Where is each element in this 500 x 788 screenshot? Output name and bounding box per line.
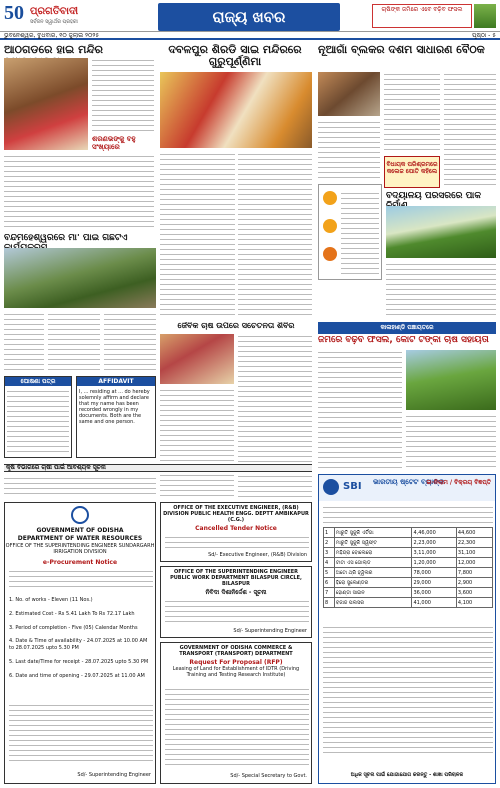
govt-row: 4. Date & Time of availability - 24.07.2025 at 10.00 AM to 28.07.2025 upto 5.30 PM: [9, 638, 148, 651]
classified-title: ଘୋଷଣା ପତ୍ର: [5, 377, 71, 386]
sun-icon: [323, 191, 337, 205]
sbi-auction-notice: [318, 474, 496, 784]
bottom-strip-text: କୃଷି ବିଭାଗରେ ଚାଷୀ ପାଇଁ ଆବଶ୍ୟକ ସୂଚନା: [6, 464, 106, 471]
headline-athagarh: ଆଠଗଡରେ ହାଇ ମନ୍ଦିର: [4, 44, 104, 56]
pwd-notice-title: ନିବିଦା ଦିଶାନିର୍ଦ୍ଦେଶ - ସୂଚନା: [205, 589, 267, 596]
headline-organic-farming: ଜୈବିକ ଚାଷ ଉପରେ ସଚେତନତା ଶିବିର: [177, 322, 295, 330]
auction-cell: ମାରୁତି ସୁଜୁକି ଏର୍ଟିଗା: [334, 528, 412, 538]
info-graphic-panel: [318, 184, 382, 280]
photo-meeting: [318, 72, 380, 116]
auction-cell: 22,300: [456, 538, 492, 548]
photo-awareness-camp: [160, 334, 234, 384]
headline-sai-temple: ଦବଳପୁର ଶିରଡି ସାଇ ମନ୍ଦିରରେ ଗୁରୁପୂର୍ଣ୍ଣିମା: [168, 44, 302, 69]
auction-cell: 36,000: [412, 588, 456, 598]
kicker-band: [318, 322, 496, 334]
auction-cell: 29,000: [412, 578, 456, 588]
water-resources-tender: [4, 502, 156, 784]
govt-notice: e-Procurement Notice: [42, 559, 118, 566]
table-row: [324, 538, 493, 548]
auction-cell: ମାରୁତି ସୁଜୁକି ସ୍ୱିଫ୍ଟ: [334, 538, 412, 548]
auction-cell: 1,20,000: [412, 558, 456, 568]
article-nuagaon-col2: [384, 72, 440, 152]
exec-notice: Cancelled Tender Notice: [195, 525, 277, 532]
auction-cell: 41,000: [412, 598, 456, 608]
kicker-text: କାଳାହାଣ୍ଡି ପଞ୍ଚାୟତରେ: [380, 324, 434, 331]
sunset-icon: [323, 247, 337, 261]
top-ad-image: [474, 4, 496, 28]
auction-cell: 6: [324, 578, 335, 588]
govt-row: 2. Estimated Cost - Rs 5.41 Lakh To Rs 72.17 Lakh: [9, 611, 135, 617]
govt-intro-text: [9, 569, 153, 589]
photo-tree-plantation: [4, 248, 156, 308]
photo-temple-celebration: [160, 72, 312, 148]
headline-nuagaon-meeting: ନୂଆଗାଁ ବ୍ଲକର ଦଶମ ସାଧାରଣ ବୈଠକ: [318, 44, 485, 56]
sbi-logo-icon: [323, 479, 339, 495]
transport-title: GOVERNMENT OF ODISHA COMMERCE & TRANSPORT (TRANSPORT) DEPARTMENT: [179, 645, 293, 657]
headline-farm-assistance: ଜମିରେ ବଢ଼ିବ ଫସଲ, କୋଟି ଟଙ୍କା ଚାଷ ସହାୟତା: [318, 336, 489, 345]
pwd-text: [165, 599, 309, 625]
classified-notices: [4, 376, 72, 458]
govt-row: 1. No. of works - Eleven (11 Nos.): [9, 597, 93, 603]
auction-cell: 7: [324, 588, 335, 598]
auction-cell: ହୋଣ୍ଡା ସାଇନ: [334, 588, 412, 598]
sbi-name: SBI: [343, 481, 362, 492]
auction-cell: ବଜାଜ ପଲସର: [334, 598, 412, 608]
section-title: ରାଜ୍ୟ ଖବର: [158, 3, 340, 31]
article-organic-col2: [238, 334, 312, 498]
pwd-notice: [160, 566, 312, 638]
article-bottom-strip: [4, 476, 156, 498]
govt-row: 5. Last date/Time for receipt - 28.07.2025 upto 5.30 PM: [9, 659, 149, 665]
article-athagarh-text: [92, 58, 154, 134]
auction-cell: ଅଟୋ ଥ୍ରି ହ୍ୱିଲର: [334, 568, 412, 578]
logo-tagline: ସର୍ବଜନ ସ୍ୱାର୍ଥର ପ୍ରହରୀ: [30, 19, 78, 25]
affidavit-body: I, ... residing at ... do hereby solemnly affirm and declare that my name has been recorded wrongly in my documents. Both are the same and one person.: [79, 389, 150, 425]
sbi-headline: ଭାରତୀୟ ଷ୍ଟେଟ ବ୍ୟାଙ୍କ: [373, 478, 445, 486]
exec-sign: Sd/- Executive Engineer, (R&B) Division: [208, 552, 307, 558]
article-athagarh-continued: [4, 154, 154, 230]
dateline: [0, 31, 500, 40]
quote-box: [384, 156, 440, 188]
exec-text: [165, 535, 309, 551]
auction-cell: 4,100: [456, 598, 492, 608]
auction-cell: ଟାଟା ଏସ ଗୋଲ୍ଡ: [334, 558, 412, 568]
table-row: [324, 578, 493, 588]
article-nuagaon-col1: [318, 120, 380, 180]
article-nuagaon-col3: [444, 72, 496, 188]
auction-cell: 1: [324, 528, 335, 538]
govt-row: 6. Date and time of opening - 29.07.2025 at 11.00 AM: [9, 673, 145, 679]
headline-tree-plantation: ବନ୍ଦମହେଶ୍ୱରରେ ମା' ପାଇଁ ଗଛଟିଏ: [4, 234, 128, 243]
auction-cell: 12,000: [456, 558, 492, 568]
govt-title: GOVERNMENT OF ODISHA: [36, 527, 124, 534]
exec-office: OFFICE OF THE EXECUTIVE ENGINEER, (R&B) DIVISION PUBLIC HEALTH ENGG. DEPTT AMBIKAPUR (C.G.): [163, 505, 309, 523]
auction-cell: 2,23,000: [412, 538, 456, 548]
auction-cell: 3,11,000: [412, 548, 456, 558]
top-advertisement: ଚାଷିଙ୍କ ଜମିରେ ଏବେ ବଢ଼ିବ ଫସଲ: [372, 4, 472, 28]
auction-cell: 8: [324, 598, 335, 608]
table-row: [324, 568, 493, 578]
auction-cell: 44,600: [456, 528, 492, 538]
govt-row: 3. Period of completion - Five (05) Calendar Months: [9, 625, 138, 631]
sbi-sub: ଇ-ନିଲାମ / ବିକ୍ରୟ ବିଜ୍ଞପ୍ତି: [426, 479, 491, 486]
auction-cell: 2: [324, 538, 335, 548]
auction-cell: 2,900: [456, 578, 492, 588]
table-row: [324, 558, 493, 568]
sunrise-icon: [323, 219, 337, 233]
auction-cell: ମହିନ୍ଦ୍ରା ବୋଲେରୋ: [334, 548, 412, 558]
photo-farm-field: [406, 350, 496, 410]
photo-school-park: [386, 206, 496, 258]
article-sai-temple-col2: [238, 152, 312, 318]
govt-sign: Sd/- Superintending Engineer: [77, 772, 151, 778]
govt-rows: [9, 593, 153, 683]
article-tree-col1: [4, 312, 44, 372]
quote-text: ବିଧାୟକ ପରିଶ୍ରମରେ କଲେଜ ପୋତି କହିଲେ: [386, 161, 438, 175]
affidavit-title: AFFIDAVIT: [77, 377, 155, 386]
auction-cell: 31,100: [456, 548, 492, 558]
exec-engineer-tender: [160, 502, 312, 562]
table-row: [324, 588, 493, 598]
table-row: [324, 598, 493, 608]
auction-cell: 7,800: [456, 568, 492, 578]
table-row: [324, 528, 493, 538]
bottom-strip: [4, 464, 312, 472]
auction-cell: ହିରୋ ସ୍ପ୍ଲେଣ୍ଡର: [334, 578, 412, 588]
govt-footer-text: [9, 703, 153, 763]
article-tree-col3: [104, 312, 156, 372]
sbi-footer: ଅଧିକ ସୂଚନା ପାଇଁ ଯୋଗାଯୋଗ କରନ୍ତୁ - ଶାଖା ପରିଚାଳକ: [350, 772, 464, 778]
page-number: ପୃଷ୍ଠା - ୫: [471, 32, 496, 39]
logo-anniversary-number: 50: [4, 2, 24, 24]
article-farm-col2: [406, 414, 496, 470]
transport-sub: Leasing of Land for Establishment of IDTR (Driving Training and Testing Research Institute): [172, 666, 300, 678]
auction-cell: 78,000: [412, 568, 456, 578]
article-sai-temple-col1: [160, 152, 235, 318]
date-text: ଭୁବନେଶ୍ୱର, ବୁଧବାର, ୧୦ ଜୁଲାଇ ୨୦୨୫: [4, 32, 100, 39]
auction-cell: 4: [324, 558, 335, 568]
sbi-terms-text: [323, 625, 493, 755]
classified-text: [7, 389, 69, 455]
odisha-emblem-icon: [71, 506, 89, 524]
article-tree-col2: [48, 312, 100, 372]
article-farm-col1: [318, 350, 402, 470]
subhead-athagarh: ଶରଣଭଙ୍କୁ ବହୁ ସଂଖ୍ୟାରେ: [92, 136, 136, 151]
pwd-office: OFFICE OF THE SUPERINTENDING ENGINEER PUBLIC WORK DEPARTMENT BILASPUR CIRCLE, BILASPUR: [170, 569, 302, 587]
auction-cell: 3: [324, 548, 335, 558]
auction-cell: 5: [324, 568, 335, 578]
sbi-header: [319, 475, 495, 501]
auction-cell: 3,600: [456, 588, 492, 598]
auction-table: [323, 527, 493, 608]
pwd-sign: Sd/- Superintending Engineer: [233, 628, 307, 634]
table-row: [324, 548, 493, 558]
masthead: [0, 0, 500, 40]
photo-procession: [4, 58, 88, 150]
headline-school-park: ବିଦ୍ୟାଳୟ ପରିସରରେ ପାର୍କ: [386, 192, 482, 201]
article-organic-col1: [160, 388, 234, 498]
govt-dept: DEPARTMENT OF WATER RESOURCES: [17, 535, 143, 542]
transport-text: [165, 687, 309, 767]
govt-office: OFFICE OF THE SUPERINTENDING ENGINEER SUNDARGARH IRRIGATION DIVISION: [5, 543, 155, 555]
sbi-intro: [323, 505, 493, 523]
transport-notice: Request For Proposal (RFP): [189, 659, 283, 666]
auction-cell: 4,46,000: [412, 528, 456, 538]
transport-rfp: [160, 642, 312, 784]
affidavit-notice: [76, 376, 156, 458]
transport-sign: Sd/- Special Secretary to Govt.: [230, 773, 307, 779]
newspaper-logo: ପ୍ରଗତିବାଦୀ: [30, 6, 79, 17]
info-graphic-text: [341, 191, 379, 275]
article-school-park: [386, 262, 496, 318]
